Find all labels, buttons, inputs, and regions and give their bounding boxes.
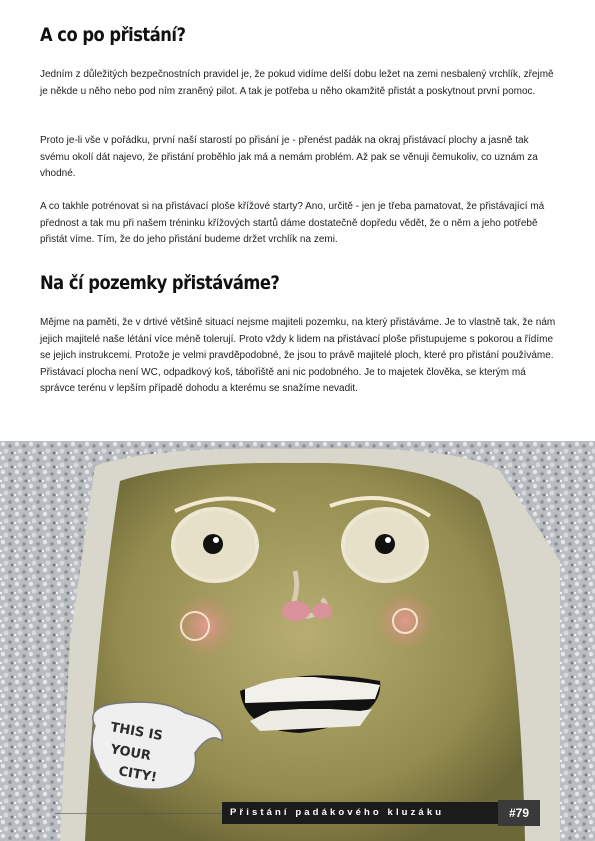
- section-heading-after-landing: A co po přistání?: [40, 24, 186, 46]
- section-heading-land-ownership: Na čí pozemky přistáváme?: [40, 272, 280, 294]
- footer-book-title: Přistání padákového kluzáku: [222, 802, 498, 824]
- bubble-line-2: YOUR: [109, 742, 152, 764]
- paragraph: Proto je-li vše v pořádku, první naší starostí po přisání je - přenést padák na okraj přistávací plochy a jasně tak svému okolí dát najevo, že přistání proběhlo jak má a nemám problém. Až pak se věnuji čemukoliv, co uznám za vhodné.: [40, 135, 538, 179]
- page-number: #79: [498, 800, 540, 826]
- footer-rule: [55, 813, 222, 814]
- bubble-line-1: THIS IS: [109, 720, 164, 745]
- paragraph: A co takhle potrénovat si na přistávací ploše křížové starty? Ano, určitě - jen je třeba pamatovat, že přistávající má přednost a tak mu při našem tréninku křížových startů dáme dostatečně dopředu vědět, že o něm a jeho potřebě přistát víme. Tím, že do jeho přistání budeme držet vrchlík na zemi.: [40, 201, 545, 245]
- paragraph: Mějme na paměti, že v drtivé většině situací nejsme majiteli pozemku, na který přistáváme. Je to vlastně tak, že nám jejich majitelé naše létání více méně tolerují. Proto vždy k lidem na přistávací ploše přistupujeme s pokorou a řídíme se jejich instrukcemi. Protože je velmi pravděpodobné, že jsou to právě majitelé ploch, které pro přistání používáme. Přistávací plocha není WC, odpadkový koš, tábořiště ani nic podobného. Je to majetek člověka, se kterým má správce terénu v lepším případě dohodu a kterému se snažíme nevadit.: [40, 317, 556, 394]
- graffiti-photo: [0, 441, 595, 841]
- bubble-line-3: CITY!: [117, 764, 158, 786]
- paragraph: Jedním z důležitých bezpečnostních pravidel je, že pokud vidíme delší dobu ležet na zemi nesbalený vrchlík, zřejmě je někde u něho nebo pod ním zraněný pilot. A tak je potřeba u něho okamžitě přistát a poskytnout první pomoc.: [40, 69, 554, 97]
